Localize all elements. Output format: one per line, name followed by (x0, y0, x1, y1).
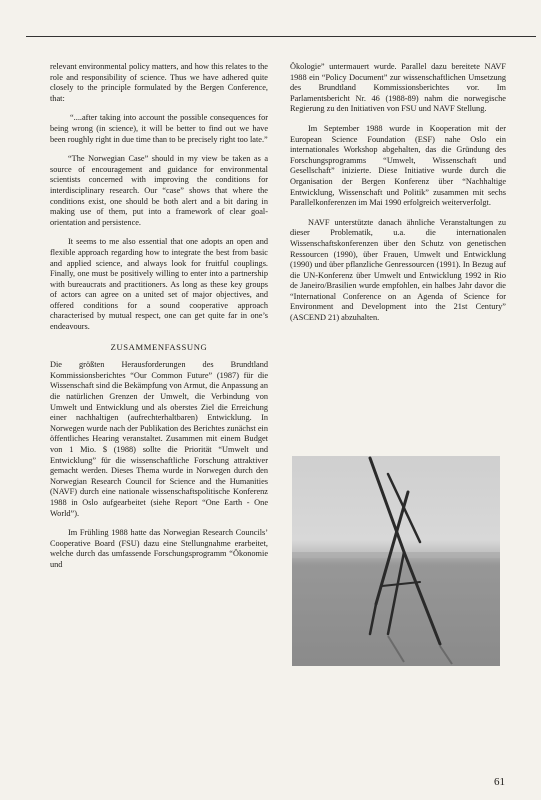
paragraph: Im September 1988 wurde in Kooperation mit der European Science Foundation (ESF) nahe Oslo ein internationales Workshop abgehalten, das die Gründung des Forschungsprogramms “Umwelt, Wissenschaft und Gesellschaft” inizierte. Diese Initiative wurde durch die Organisation der Bergen Konferenz über “Nachhaltige Entwicklung, Wissenschaft und Politik” zusammen mit sechs Parallelkonferenzen im Mai 1990 erfolgreich weiterverfolgt. (290, 123, 506, 208)
paragraph: relevant environmental policy matters, and how this relates to the role and responsibility of science. Thus we have adhered quite closely to the principle formulated by the Bergen Conference, that: (50, 62, 268, 103)
right-column (290, 62, 506, 333)
landscape-photo (292, 456, 500, 666)
paragraph: NAVF unterstützte danach ähnliche Veranstaltungen zu dieser Problematik, u.a. die internationalen Wissenschaftskonferenzen über den Schutz von genetischen Ressourcen (1990), über Frauen, Umwelt und Entwicklung (1990) und über pflanzliche Genressourcen (1991). In Bezug auf die UN-Konferenz über Umwelt und Entwicklung 1992 in Rio de Janeiro/Brasilien wurde empfohlen, ein halbes Jahr davor die “International Conference on an Agenda of Science for Environment and Development into the 21st Century” (ASCEND 21) abzuhalten. (290, 217, 506, 323)
section-heading: ZUSAMMENFASSUNG (110, 341, 208, 352)
paragraph: It seems to me also essential that one adopts an open and flexible approach regarding how to integrate the best from basic and applied science, and always look for fruitful couplings. Finally, one must be positively willing to enter into a partnership with bureaucrats and practitioners. As long as these key groups of actors can agree on a united set of major objectives, and offered conditions for a sound cooperative approach characterised by mutual respect, one can get quite far in one’s endeavours. (50, 237, 268, 332)
stick-sculpture-image (292, 456, 500, 666)
paragraph: Ökologie” untermauert wurde. Parallel dazu bereitete NAVF 1988 ein “Policy Document” zur wissenschaftlichen Umsetzung des Brundtland Kommissionsberichtes vor. Im Parlamentsbericht Nr. 46 (1988-89) nahm die norwegische Regierung zu den Initiativen von FSU und NAVF Stellung. (290, 62, 506, 114)
paragraph: Die größten Herausforderungen des Brundtland Kommissionsberichtes “Our Common Future” (1987) für die Wissenschaft sind die Bekämpfung von Armut, die Anpassung an die natürlichen Grenzen der Umwelt, die Verbindung von Umwelt und Entwicklung und als oberstes Ziel die Erreichung einer nachhaltigen (aufrechterhaltbaren) Entwicklung. In Norwegen wurde nach der Publikation des Berichtes zunächst ein öffentliches Hearing veranstaltet. Zusammen mit einem Budget von 1 Mio. $ (1988) sollte die Priorität “Umwelt und Entwicklung” für die wissenschaftliche Forschung attraktiver gemacht werden. Dieses Thema wurde in Norwegen durch den Norwegian Research Council for Science and the Humanities (NAVF) durch eine nationale wissenschaftspolitische Konferenz 1988 in Oslo aufgearbeitet (siehe Report “One Earth - One World”). (50, 360, 268, 518)
bergen-quote: “....after taking into account the possible consequences for being wrong (in science), it will be better to find out we have been roughly right in due time than to be precisely right too late.” (50, 113, 268, 144)
paragraph: Im Frühling 1988 hatte das Norwegian Research Councils’ Cooperative Board (FSU) dazu eine Stellungnahme erarbeitet, welche durch das umfassende Forschungsprogramm “Ökonomie und (50, 528, 268, 569)
paragraph: “The Norwegian Case” should in my view be taken as a source of encouragement and guidance for environmental scientists concerned with improving the conditions for interdisciplinary research. Our “case” shows that where the conditions exist, one should be both alert and a bit daring in making use of them, put into a framework of clear goal-orientation and persistence. (50, 154, 268, 227)
page-number: 61 (494, 776, 505, 788)
left-column (50, 62, 268, 580)
top-rule (26, 36, 536, 37)
